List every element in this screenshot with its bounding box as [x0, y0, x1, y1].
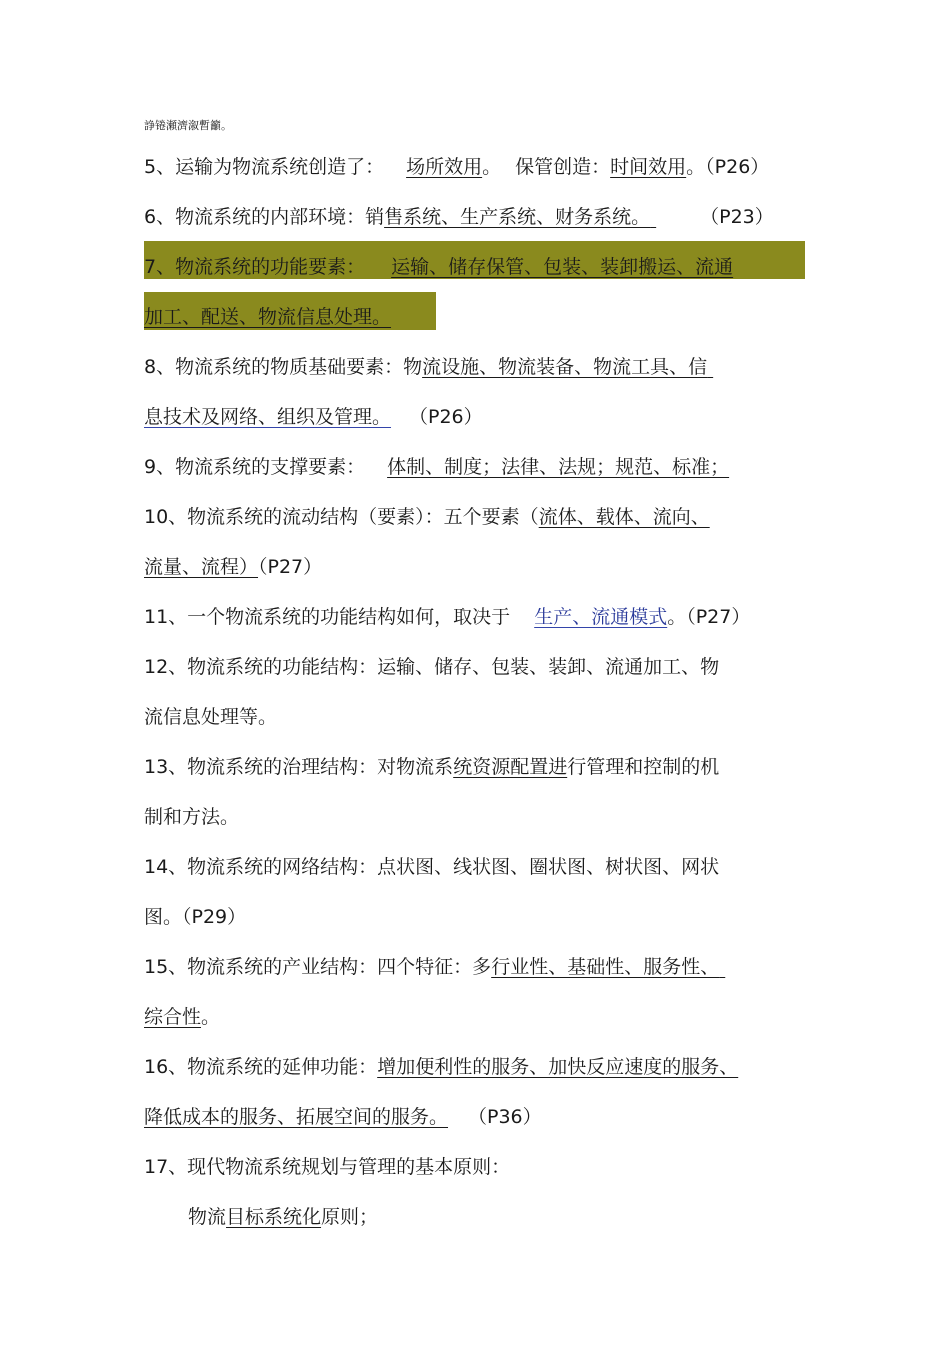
item-13: 13、物流系统的治理结构：对物流系统资源配置进行管理和控制的机 [144, 756, 720, 778]
item-17: 17、现代物流系统规划与管理的基本原则： [144, 1156, 511, 1178]
item-8: 8、物流系统的物质基础要素：物流设施、物流装备、物流工具、信 [144, 356, 708, 378]
header-fragment: 諍锩瀬濟溆暫籲。 [144, 119, 232, 132]
item-6: 6、物流系统的内部环境：销售系统、生产系统、财务系统。 （P23） [144, 206, 774, 228]
item-10-cont: 流量、流程）（P27） [144, 556, 323, 578]
item-5: 5、运输为物流系统创造了： 场所效用。 保管创造：时间效用。（P26） [144, 156, 770, 178]
item-7-cont: 加工、配送、物流信息处理。 [144, 306, 392, 328]
item-16-cont: 降低成本的服务、拓展空间的服务。 （P36） [144, 1106, 542, 1128]
item-12-cont: 流信息处理等。 [144, 706, 278, 728]
item-8-cont: 息技术及网络、组织及管理。 （P26） [144, 406, 483, 428]
item-17-principle-1: 物流目标系统化原则； [188, 1206, 379, 1228]
item-10: 10、物流系统的流动结构（要素）：五个要素（流体、载体、流向、 [144, 506, 710, 528]
item-15-cont: 综合性。 [144, 1006, 221, 1028]
item-11: 11、一个物流系统的功能结构如何，取决于 生产、流通模式。（P27） [144, 606, 751, 628]
item-14-cont: 图。（P29） [144, 906, 247, 928]
item-13-cont: 制和方法。 [144, 806, 240, 828]
item-12: 12、物流系统的功能结构：运输、储存、包装、装卸、流通加工、物 [144, 656, 720, 678]
item-14: 14、物流系统的网络结构：点状图、线状图、圈状图、树状图、网状 [144, 856, 720, 878]
item-9: 9、物流系统的支撑要素： 体制、制度；法律、法规；规范、标准； [144, 456, 730, 478]
item-16: 16、物流系统的延伸功能：增加便利性的服务、加快反应速度的服务、 [144, 1056, 739, 1078]
item-7: 7、物流系统的功能要素： 运输、储存保管、包装、装卸搬运、流通 [144, 256, 734, 278]
item-15: 15、物流系统的产业结构：四个特征：多行业性、基础性、服务性、 [144, 956, 720, 978]
